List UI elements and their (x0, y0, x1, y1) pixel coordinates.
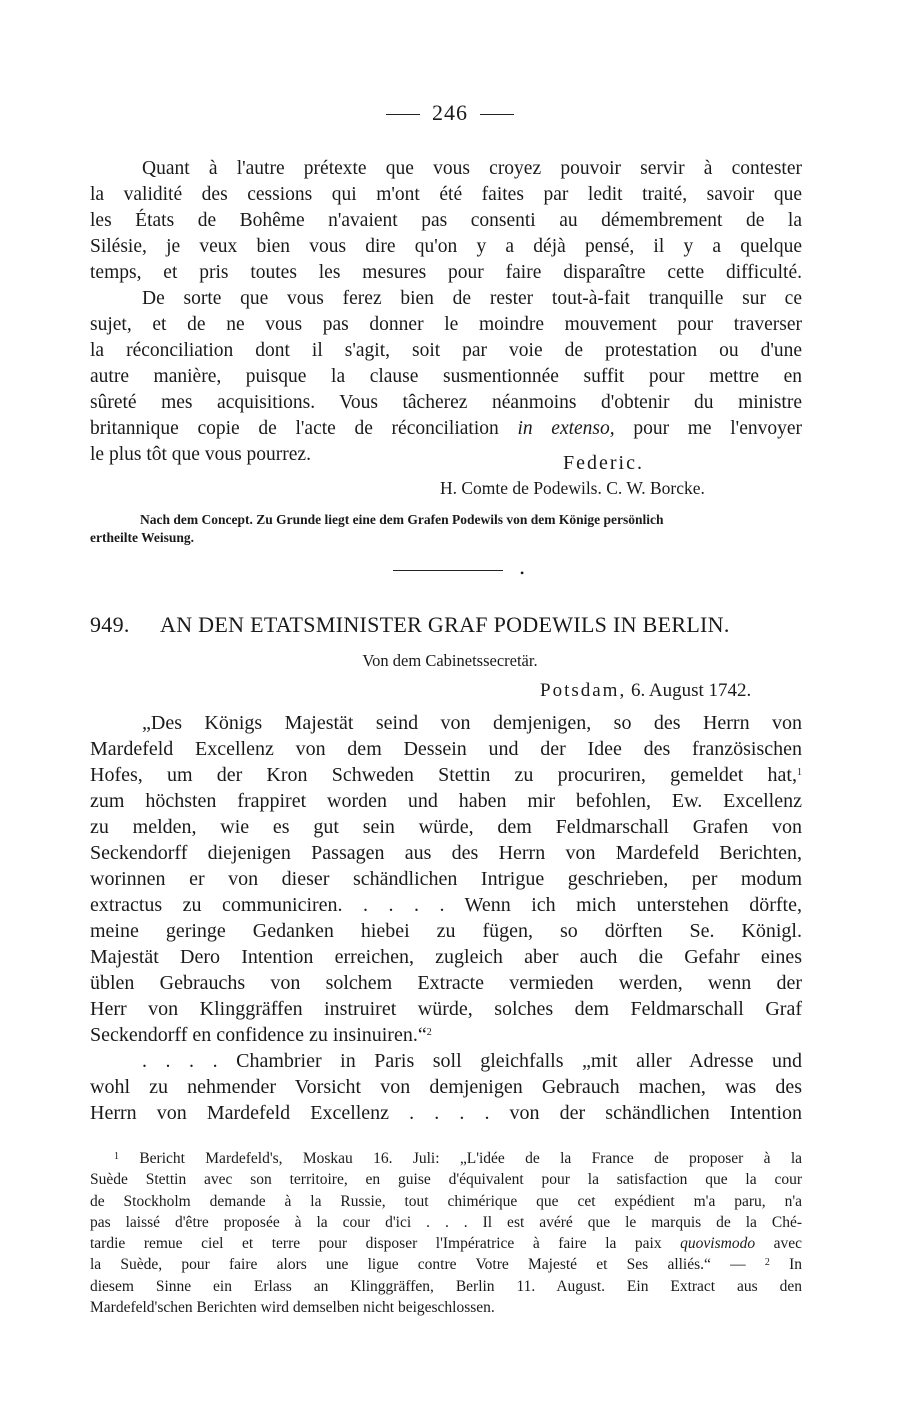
document-heading (90, 612, 802, 638)
text-line: sûreté mes acquisitions. Vous tâcherez néanmoins d'obtenir du ministre (90, 392, 802, 413)
text-line: meine geringe Gedanken hiebei zu fügen, so dörften Se. Königl. (90, 920, 802, 942)
text-segment: avec (773, 1235, 802, 1253)
italic-phrase: in extenso, (517, 418, 615, 439)
document-number: 949. (90, 612, 130, 637)
text-line: De sorte que vous ferez bien de rester tout-à-fait tranquille sur ce (142, 288, 802, 309)
text-line: zu melden, wie es gut sein würde, dem Feldmarschall Grafen von (90, 816, 802, 838)
footnote-ref: 2 (426, 1027, 432, 1038)
text-line: worinnen er von dieser schändlichen Intrigue geschrieben, per modum (90, 868, 802, 890)
text-line: wohl zu nehmender Vorsicht von demjenigen Gebrauch machen, was des (90, 1076, 802, 1098)
text-line: üblen Gebrauchs von solchem Extracte vermieden werden, wenn der (90, 972, 802, 994)
signature-officials: H. Comte de Podewils. C. W. Borcke. (440, 478, 705, 498)
text-segment: britannique copie de l'acte de réconciliation (90, 418, 499, 439)
footnote-mark: 2 (764, 1257, 770, 1269)
footnote-line: Suède Stettin avec son territoire, en guise d'équivalent pour la satisfaction que la cour (90, 1171, 802, 1189)
text-segment: pour me l'envoyer (633, 418, 802, 439)
text-line: Mardefeld Excellenz von dem Dessein und der Idee des französischen (90, 738, 802, 760)
footnote-line: de Stockholm demande à la Russie, tout chimérique que cet expédient m'a paru, n'a (90, 1192, 802, 1210)
text-line: Herr von Klinggräffen instruiret würde, solches dem Feldmarschall Graf (90, 998, 802, 1020)
source-note-continued: ertheilte Weisung. (90, 530, 194, 545)
text-line: les États de Bohême n'avaient pas consenti au démembrement de la (90, 210, 802, 231)
text-line: le plus tôt que vous pourrez. (90, 444, 311, 465)
footnote-line (90, 1148, 802, 1169)
letter-paragraph-1 (90, 156, 802, 286)
text-segment: In (789, 1256, 802, 1274)
italic-phrase: quovismodo (680, 1235, 756, 1253)
divider-dot: • (520, 566, 525, 580)
text-line: extractus zu communiciren. . . . . Wenn ich mich unterstehen dörfte, (90, 894, 802, 916)
document-subtitle: Von dem Cabinetssecretär. (362, 651, 538, 670)
text-segment: tardie remue ciel et terre pour disposer l'Impératrice à faire la paix (90, 1235, 662, 1253)
text-line: autre manière, puisque la clause susmentionnée suffit pour mettre en (90, 366, 802, 387)
text-line: sujet, et de ne vous pas donner le moindre mouvement pour traverser (90, 314, 802, 335)
source-note: Nach dem Concept. Zu Grunde liegt eine dem Grafen Podewils von dem Könige persönlich (140, 512, 664, 527)
footnote-line: diesem Sinne ein Erlass an Klinggräffen, Berlin 11. August. Ein Extract aus den (90, 1277, 802, 1295)
dateline-date: 6. August 1742. (630, 680, 752, 701)
text-line: temps, et pris toutes les mesures pour faire disparaître cette difficulté. (90, 262, 802, 283)
letter-body (90, 710, 802, 1126)
signature-name: Federic. (563, 452, 644, 474)
footnote-line: pas laissé d'être proposée à la cour d'ici . . . Il est avéré que le marquis de la Ché- (90, 1213, 802, 1231)
footnote-line: Mardefeld'schen Berichten wird demselben nicht beigeschlossen. (90, 1299, 495, 1317)
text-segment: Seckendorff en confidence zu insinuiren.“ (90, 1024, 427, 1046)
text-line (90, 1022, 802, 1048)
text-line: „Des Königs Majestät seind von demjenigen, so des Herrn von (142, 712, 802, 734)
dateline-place: Potsdam, (540, 680, 627, 701)
text-line (90, 762, 802, 788)
document-title: AN DEN ETATSMINISTER GRAF PODEWILS IN BERLIN. (160, 612, 730, 637)
document-dateline (540, 680, 751, 702)
text-segment: Bericht Mardefeld's, Moskau 16. Juli: „L'idée de la France de proposer à la (139, 1150, 802, 1167)
footnote-line (90, 1233, 802, 1254)
footnotes (90, 1148, 802, 1318)
header-dash-right (480, 114, 514, 115)
section-divider (393, 570, 503, 571)
footnote-line (90, 1254, 802, 1275)
text-line: Majestät Dero Intention erreichen, zugleich aber auch die Gefahr eines (90, 946, 802, 968)
page-header (0, 100, 900, 126)
text-line: la réconciliation dont il s'agit, soit par voie de protestation ou d'une (90, 340, 802, 361)
text-line: Silésie, je veux bien vous dire qu'on y a déjà pensé, il y a quelque (90, 236, 802, 257)
text-segment: la Suède, pour faire alors une ligue contre Votre Majesté et Ses alliés.“ — (90, 1256, 746, 1274)
text-line: . . . . Chambrier in Paris soll gleichfalls „mit aller Adresse und (142, 1050, 802, 1072)
text-line: Quant à l'autre prétexte que vous croyez pouvoir servir à contester (142, 158, 802, 179)
page-number: 246 (432, 100, 468, 125)
text-line: la validité des cessions qui m'ont été faites par ledit traité, savoir que (90, 184, 802, 205)
text-line (90, 416, 802, 442)
header-dash-left (386, 114, 420, 115)
text-line: zum höchsten frappiret worden und haben mir befohlen, Ew. Excellenz (90, 790, 802, 812)
footnote-mark: 1 (114, 1151, 119, 1162)
letter-paragraph-2 (90, 286, 802, 468)
text-segment: Hofes, um der Kron Schweden Stettin zu procuriren, gemeldet hat, (90, 764, 797, 786)
footnote-ref: 1 (797, 767, 802, 778)
text-line: Seckendorff diejenigen Passagen aus des Herrn von Mardefeld Berichten, (90, 842, 802, 864)
text-line: Herrn von Mardefeld Excellenz . . . . von der schändlichen Intention (90, 1102, 802, 1124)
